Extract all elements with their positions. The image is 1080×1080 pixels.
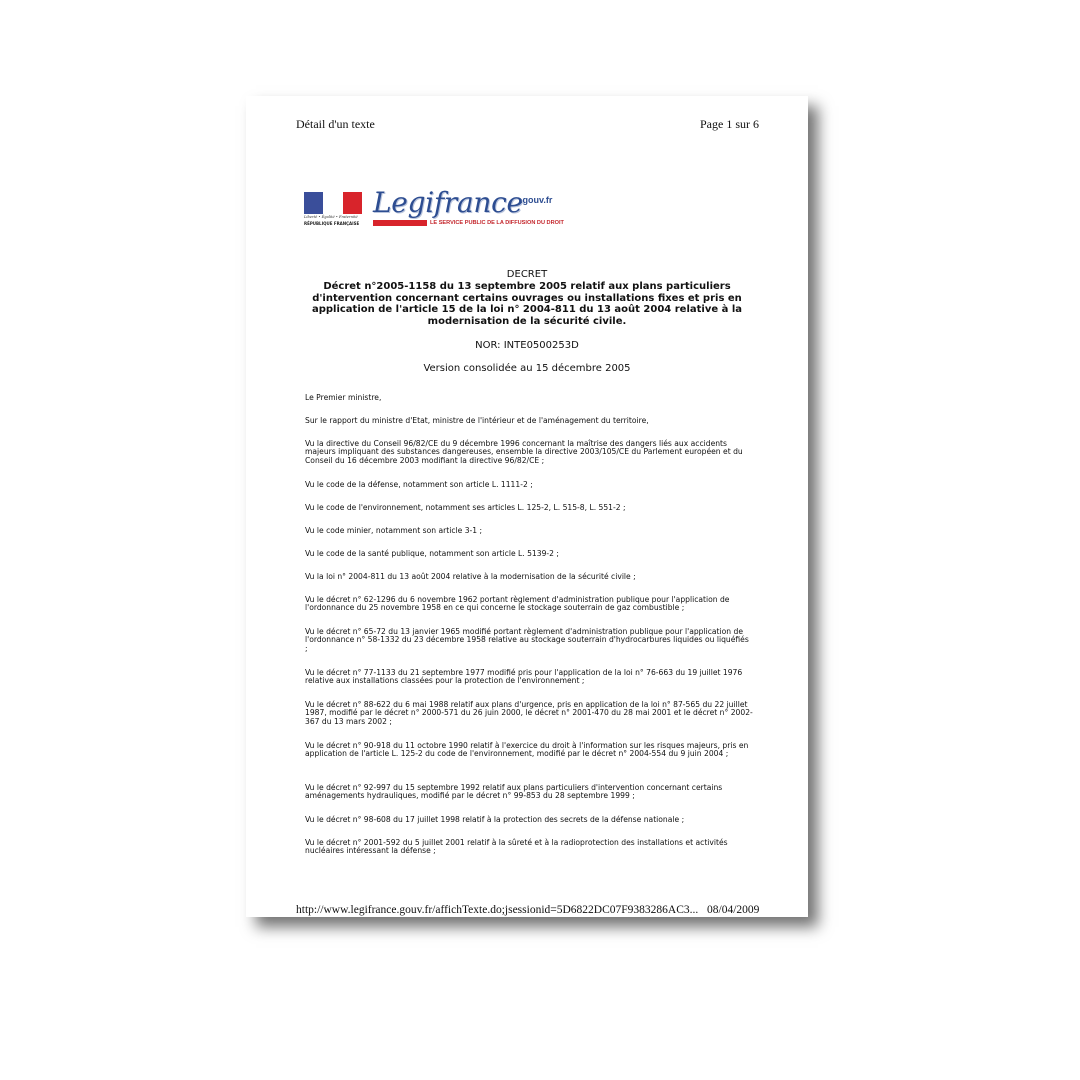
republique-francaise-flag-icon xyxy=(304,192,362,214)
print-footer-url: http://www.legifrance.gouv.fr/affichTexte.do;jsessionid=5D6822DC07F9383286AC3... xyxy=(296,904,699,916)
document-nor: NOR: INTE0500253D xyxy=(475,340,579,351)
body-paragraph: Vu le décret n° 88-622 du 6 mai 1988 relatif aux plans d'urgence, pris en application de la loi n° 87-565 du 22 juillet 1987, modifié par le décret n° 2000-571 du 26 juin 2000, le décret n° 2001-470 du 28 mai 2001 et le décret n° 2002-367 du 13 mars 2002 ; xyxy=(305,700,753,726)
document-version: Version consolidée au 15 décembre 2005 xyxy=(423,363,631,374)
print-footer-date: 08/04/2009 xyxy=(707,904,760,916)
logo-domain-suffix: .gouv.fr xyxy=(520,195,553,205)
body-paragraph: Vu le décret n° 62-1296 du 6 novembre 1962 portant règlement d'administration publique pour l'application de l'ordonnance du 25 novembre 1958 en ce qui concerne le stockage souterrain de gaz combustible ; xyxy=(305,595,730,613)
document-title-block xyxy=(306,269,748,374)
body-paragraph: Le Premier ministre, xyxy=(305,393,382,402)
body-paragraph: Vu le code de la défense, notamment son article L. 1111-2 ; xyxy=(305,480,533,489)
logo-wordmark: Legifrance xyxy=(373,186,523,219)
logo-red-bar xyxy=(373,220,427,226)
body-paragraph: Vu le code de la santé publique, notamment son article L. 5139-2 ; xyxy=(305,549,559,558)
document-title: Décret n°2005-1158 du 13 septembre 2005 relatif aux plans particuliers d'intervention concernant certains ouvrages ou installations fixes et pris en application de l'article 15 de la loi n° 2004-811 du 13 août 2004 relative à la modernisation de la sécurité civile. xyxy=(311,281,743,327)
document-kind: DECRET xyxy=(506,269,548,280)
print-header-page-number: Page 1 sur 6 xyxy=(700,117,759,131)
body-paragraph: Vu le code de l'environnement, notamment ses articles L. 125-2, L. 515-8, L. 551-2 ; xyxy=(305,503,626,512)
body-paragraph: Vu le décret n° 77-1133 du 21 septembre 1977 modifié pris pour l'application de la loi n° 76-663 du 19 juillet 1976 relative aux installations classées pour la protection de l'environnement ; xyxy=(305,668,743,686)
body-paragraph: Vu le code minier, notamment son article 3-1 ; xyxy=(305,526,483,535)
logo-republique: RÉPUBLIQUE FRANÇAISE xyxy=(304,221,360,226)
logo-motto: Liberté • Égalité • Fraternité xyxy=(304,215,358,219)
body-paragraph: Vu le décret n° 92-997 du 15 septembre 1992 relatif aux plans particuliers d'intervention concernant certains aménagements hydrauliques, modifié par le décret n° 99-853 du 28 septembre 1999 ; xyxy=(305,783,723,801)
body-paragraph: Vu la loi n° 2004-811 du 13 août 2004 relative à la modernisation de la sécurité civile ; xyxy=(305,572,636,581)
body-paragraph: Vu la directive du Conseil 96/82/CE du 9 décembre 1996 concernant la maîtrise des dangers liés aux accidents majeurs impliquant des substances dangereuses, ensemble la directive 2003/105/CE du Parlement européen et du Conseil du 16 décembre 2003 modifiant la directive 96/82/CE ; xyxy=(305,439,743,465)
body-paragraph: Sur le rapport du ministre d'Etat, ministre de l'intérieur et de l'aménagement du territoire, xyxy=(305,416,649,425)
logo-tagline: LE SERVICE PUBLIC DE LA DIFFUSION DU DROIT xyxy=(430,220,564,226)
print-header-title: Détail d'un texte xyxy=(296,117,375,131)
legifrance-logo xyxy=(304,186,596,231)
body-paragraph: Vu le décret n° 2001-592 du 5 juillet 2001 relatif à la sûreté et à la radioprotection des installations et activités nucléaires intéressant la défense ; xyxy=(305,838,728,856)
body-paragraph: Vu le décret n° 90-918 du 11 octobre 1990 relatif à l'exercice du droit à l'information sur les risques majeurs, pris en application de l'article L. 125-2 du code de l'environnement, modifié par le décret n° 2004-554 du 9 juin 2004 ; xyxy=(305,741,749,759)
body-paragraph: Vu le décret n° 98-608 du 17 juillet 1998 relatif à la protection des secrets de la défense nationale ; xyxy=(305,815,685,824)
body-paragraph: Vu le décret n° 65-72 du 13 janvier 1965 modifié portant règlement d'administration publique pour l'application de l'ordonnance n° 58-1332 du 23 décembre 1958 relative au stockage souterrain d'hydrocarbures liquides ou liquéfiés ; xyxy=(305,627,749,653)
